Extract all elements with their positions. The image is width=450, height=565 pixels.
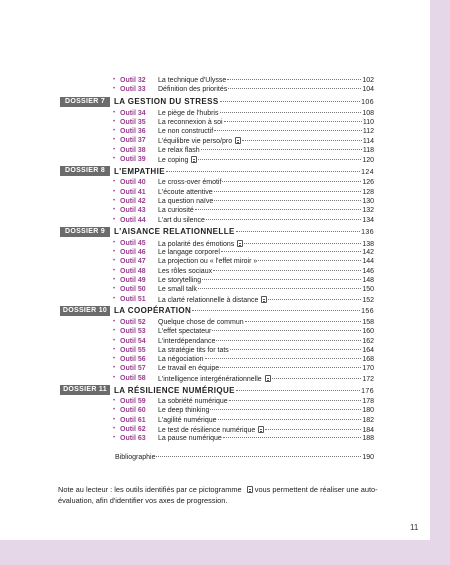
toc-entry[interactable] <box>60 216 374 225</box>
tool-title-row <box>158 216 374 225</box>
dot-leader <box>223 437 361 438</box>
tool-number: Outil 32 <box>120 77 146 84</box>
dossier-heading[interactable] <box>60 97 374 107</box>
bullet-icon: • <box>113 249 116 256</box>
tool-page: 120 <box>362 157 374 165</box>
tool-page: 180 <box>362 407 374 415</box>
dossier-title: L'AISANCE RELATIONNELLE <box>114 227 235 237</box>
self-assessment-icon <box>258 426 264 433</box>
tool-page: 162 <box>362 337 374 345</box>
tool-title-row <box>158 248 374 257</box>
dossier-page: 136 <box>361 229 374 237</box>
bullet-icon: • <box>113 77 116 83</box>
tool-page: 144 <box>362 258 374 266</box>
toc-entry[interactable] <box>60 337 374 346</box>
tool-page: 126 <box>362 179 374 187</box>
dot-leader <box>245 321 362 322</box>
toc-entry[interactable] <box>60 327 374 336</box>
tool-page: 182 <box>362 416 374 424</box>
bullet-icon: • <box>113 156 116 163</box>
tool-title: La reconnexion à soi <box>158 118 223 126</box>
tool-title: Le relax flash <box>158 146 200 154</box>
tool-number: Outil 48 <box>120 267 146 275</box>
dot-leader <box>220 112 362 113</box>
bullet-icon: • <box>113 337 116 344</box>
tool-title: La pause numérique <box>158 435 222 443</box>
tool-page: 178 <box>362 398 374 406</box>
tool-title-row <box>158 155 374 165</box>
toc-entry[interactable] <box>60 188 374 197</box>
tool-title: La curiosité <box>158 207 194 215</box>
tool-title-row <box>158 127 374 136</box>
toc-entry[interactable] <box>60 197 374 206</box>
dossier-title-row <box>114 306 374 315</box>
tool-title: Le travail en équipe <box>158 365 220 373</box>
tool-number: Outil 43 <box>120 207 146 215</box>
dossier-title: LA GESTION DU STRESS <box>114 97 219 107</box>
tool-title: Le coping <box>158 157 189 165</box>
dot-leader <box>268 299 361 300</box>
dossier-label: DOSSIER 11 <box>60 385 110 395</box>
tool-title: Le storytelling <box>158 277 202 285</box>
tool-page: 164 <box>362 346 374 354</box>
tool-number: Outil 46 <box>120 249 146 257</box>
toc-entry[interactable] <box>60 76 374 85</box>
bullet-icon: • <box>113 328 116 335</box>
bullet-icon: • <box>113 216 116 223</box>
tool-number: Outil 47 <box>120 258 146 266</box>
tool-number: Outil 58 <box>120 374 146 382</box>
tool-page: 132 <box>362 207 374 215</box>
tool-number: Outil 36 <box>120 128 146 136</box>
tool-page: 170 <box>362 365 374 373</box>
tool-title-row <box>158 257 374 266</box>
page-number: 11 <box>410 523 419 532</box>
bullet-icon: • <box>113 239 116 246</box>
tool-page: 114 <box>362 138 374 146</box>
tool-title: La négociation <box>158 356 204 364</box>
dot-leader <box>214 191 362 192</box>
tool-number: Outil 35 <box>120 118 146 126</box>
tool-number: Outil 53 <box>120 328 146 336</box>
tool-page: 146 <box>362 267 374 275</box>
toc-entry[interactable] <box>60 295 374 304</box>
dossier-heading[interactable] <box>60 227 374 237</box>
self-assessment-icon <box>261 296 267 303</box>
dossier-label: DOSSIER 7 <box>60 97 110 107</box>
dot-leader <box>272 378 362 379</box>
toc-entry[interactable] <box>60 155 374 164</box>
tool-title-row <box>158 85 374 94</box>
dossier-page: 124 <box>361 168 374 176</box>
dot-leader <box>195 209 362 210</box>
tool-title-row <box>158 346 374 355</box>
dot-leader <box>242 140 362 141</box>
tool-number: Outil 38 <box>120 146 146 154</box>
tool-title-row <box>158 267 374 276</box>
tool-page: 152 <box>362 296 374 304</box>
note-text-before: Note au lecteur : les outils identifiés par ce pictogramme <box>58 485 242 494</box>
tool-page: 172 <box>362 375 374 383</box>
tool-title-row <box>158 416 374 425</box>
note-text-after: vous permettent de réaliser une auto-évaluation, afin d'identifier vos axes de progression. <box>58 485 378 505</box>
tool-title-row <box>158 318 374 327</box>
bullet-icon: • <box>113 407 116 414</box>
dot-leader <box>198 288 361 289</box>
dot-leader <box>202 279 361 280</box>
toc-entry[interactable] <box>60 416 374 425</box>
dossier-page: 156 <box>361 308 374 316</box>
dossier-title: LA RÉSILIENCE NUMÉRIQUE <box>114 385 235 395</box>
tool-title: L'interdépendance <box>158 337 216 345</box>
tool-title: L'effet spectateur <box>158 328 212 336</box>
dot-leader <box>218 419 362 420</box>
dot-leader <box>210 409 361 410</box>
dot-leader <box>192 310 360 311</box>
bullet-icon: • <box>113 286 116 293</box>
tool-title: La technique d'Ulysse <box>158 77 227 84</box>
tool-title: La clarté relationnelle à distance <box>158 296 259 304</box>
tool-title-row <box>158 397 374 406</box>
tool-title: La sobriété numérique <box>158 398 228 406</box>
dossier-label: DOSSIER 8 <box>60 166 110 176</box>
tool-number: Outil 45 <box>120 239 146 247</box>
tool-page: 134 <box>362 216 374 224</box>
toc-entry[interactable] <box>60 239 374 248</box>
bullet-icon: • <box>113 258 116 265</box>
bullet-icon: • <box>113 188 116 195</box>
dossier-title: LA COOPÉRATION <box>114 306 192 316</box>
dot-leader <box>265 429 361 430</box>
toc-entry[interactable] <box>60 425 374 434</box>
tool-page: 110 <box>362 118 374 126</box>
dot-leader <box>214 200 361 201</box>
tool-title-row <box>158 146 374 155</box>
dot-leader <box>216 340 361 341</box>
tool-title-row <box>158 355 374 364</box>
toc-entry[interactable] <box>60 406 374 415</box>
tool-number: Outil 55 <box>120 346 146 354</box>
tool-number: Outil 49 <box>120 277 146 285</box>
tool-number: Outil 42 <box>120 197 146 205</box>
dot-leader <box>166 171 360 172</box>
bibliography-title: Bibliographie <box>115 454 156 461</box>
tool-title-row <box>158 178 374 187</box>
tool-title-row <box>158 206 374 215</box>
tool-page: 188 <box>362 435 374 443</box>
dot-leader <box>236 390 360 391</box>
tool-title-row <box>158 327 374 336</box>
dossier-title-row <box>114 167 374 176</box>
self-assessment-icon <box>247 486 253 493</box>
self-assessment-icon <box>265 375 271 382</box>
dot-leader <box>220 101 361 102</box>
tool-number: Outil 33 <box>120 86 146 94</box>
toc-entry[interactable] <box>60 276 374 285</box>
bibliography-page: 190 <box>362 454 374 461</box>
bullet-icon: • <box>113 416 116 423</box>
tool-title-row <box>158 276 374 285</box>
table-of-contents <box>60 76 374 444</box>
bullet-icon: • <box>113 118 116 125</box>
bullet-icon: • <box>113 197 116 204</box>
toc-entry[interactable] <box>60 85 374 94</box>
dot-leader <box>236 231 360 232</box>
toc-entry[interactable] <box>60 267 374 276</box>
tool-title: La question naïve <box>158 197 214 205</box>
tool-number: Outil 39 <box>120 156 146 164</box>
dot-leader <box>201 149 362 150</box>
toc-entry[interactable] <box>60 146 374 155</box>
bullet-icon: • <box>113 425 116 432</box>
toc-entry[interactable] <box>60 206 374 215</box>
tool-number: Outil 51 <box>120 295 146 303</box>
dot-leader <box>224 121 362 122</box>
tool-title: Les rôles sociaux <box>158 267 213 275</box>
bullet-icon: • <box>113 318 116 325</box>
tool-title: L'agilité numérique <box>158 416 217 424</box>
dossier-title-row <box>114 227 374 236</box>
dot-leader <box>228 88 361 89</box>
bullet-icon: • <box>113 267 116 274</box>
tool-page: 160 <box>362 328 374 336</box>
dot-leader <box>156 456 361 457</box>
bullet-icon: • <box>113 295 116 302</box>
tool-title-row <box>158 295 374 305</box>
toc-entry[interactable] <box>60 355 374 364</box>
toc-entry[interactable] <box>60 136 374 145</box>
tool-number: Outil 50 <box>120 286 146 294</box>
dot-leader <box>213 270 361 271</box>
tool-title: L'écoute attentive <box>158 188 213 196</box>
tool-page: 142 <box>362 249 374 257</box>
tool-title: Définition des priorités <box>158 86 228 94</box>
tool-number: Outil 44 <box>120 216 146 224</box>
bullet-icon: • <box>113 109 116 116</box>
tool-title-row <box>158 374 374 384</box>
tool-title-row <box>158 188 374 197</box>
tool-number: Outil 37 <box>120 137 146 145</box>
tool-title: Le cross-over émotif <box>158 179 222 187</box>
tool-number: Outil 61 <box>120 416 146 424</box>
tool-number: Outil 54 <box>120 337 146 345</box>
toc-entry[interactable] <box>60 127 374 136</box>
tool-title: La polarité des émotions <box>158 240 235 248</box>
toc-entry[interactable] <box>60 178 374 187</box>
tool-title-row <box>158 364 374 373</box>
reader-note <box>58 484 378 506</box>
tool-page: 118 <box>362 146 374 154</box>
tool-title: Le non constructif <box>158 128 214 136</box>
dot-leader <box>229 400 362 401</box>
dossier-heading[interactable] <box>60 385 374 395</box>
tool-title: Le piège de l'hubris <box>158 109 219 117</box>
dot-leader <box>198 159 361 160</box>
tool-title-row <box>158 197 374 206</box>
bibliography-entry[interactable] <box>115 454 374 461</box>
toc-entry[interactable] <box>60 318 374 327</box>
tool-title: La stratégie tits for tats <box>158 346 229 354</box>
dot-leader <box>222 181 361 182</box>
dot-leader <box>230 349 362 350</box>
dossier-title-row <box>114 386 374 395</box>
tool-title-row <box>158 406 374 415</box>
toc-entry[interactable] <box>60 257 374 266</box>
bullet-icon: • <box>113 207 116 214</box>
dossier-heading[interactable] <box>60 306 374 316</box>
bullet-icon: • <box>113 346 116 353</box>
tool-page: 150 <box>362 286 374 294</box>
bullet-icon: • <box>113 356 116 363</box>
tool-number: Outil 57 <box>120 365 146 373</box>
tool-title: Le small talk <box>158 286 197 294</box>
tool-title: Le langage corporel <box>158 249 220 257</box>
tool-page: 128 <box>362 188 374 196</box>
self-assessment-icon <box>235 137 241 144</box>
tool-page: 112 <box>362 128 374 136</box>
dot-leader <box>221 251 361 252</box>
self-assessment-icon <box>237 240 243 247</box>
dot-leader <box>214 130 362 131</box>
tool-page: 168 <box>362 356 374 364</box>
bullet-icon: • <box>113 277 116 284</box>
toc-entry[interactable] <box>60 346 374 355</box>
dot-leader <box>206 219 361 220</box>
bullet-icon: • <box>113 435 116 442</box>
toc-entry[interactable] <box>60 118 374 127</box>
tool-title: L'équilibre vie perso/pro <box>158 138 233 146</box>
tool-number: Outil 60 <box>120 407 146 415</box>
bullet-icon: • <box>113 179 116 186</box>
tool-title: L'art du silence <box>158 216 205 224</box>
tool-title: La projection ou « l'effet miroir » <box>158 258 258 266</box>
bullet-icon: • <box>113 86 116 93</box>
tool-number: Outil 59 <box>120 398 146 406</box>
tool-number: Outil 56 <box>120 356 146 364</box>
tool-title-row <box>158 76 374 85</box>
toc-entry[interactable] <box>60 397 374 406</box>
dot-leader <box>258 260 361 261</box>
bullet-icon: • <box>113 374 116 381</box>
toc-entry[interactable] <box>60 285 374 294</box>
bullet-icon: • <box>113 146 116 153</box>
tool-page: 102 <box>362 77 374 84</box>
self-assessment-icon <box>191 156 197 163</box>
tool-title-row <box>158 434 374 443</box>
dossier-page: 176 <box>361 387 374 395</box>
tool-page: 158 <box>362 318 374 326</box>
decorative-band-right <box>430 0 450 565</box>
tool-page: 148 <box>362 277 374 285</box>
tool-title-row <box>158 285 374 294</box>
dossier-title: L'EMPATHIE <box>114 166 165 176</box>
tool-number: Outil 41 <box>120 188 146 196</box>
tool-number: Outil 63 <box>120 435 146 443</box>
dot-leader <box>205 358 362 359</box>
dossier-label: DOSSIER 9 <box>60 227 110 237</box>
tool-title: Le deep thinking <box>158 407 210 415</box>
dot-leader <box>212 330 361 331</box>
bullet-icon: • <box>113 365 116 372</box>
dossier-title-row <box>114 97 374 106</box>
tool-title: L'intelligence intergénérationnelle <box>158 375 262 383</box>
dossier-page: 106 <box>361 99 374 107</box>
tool-page: 184 <box>362 426 374 434</box>
tool-page: 130 <box>362 197 374 205</box>
bullet-icon: • <box>113 398 116 405</box>
tool-page: 138 <box>362 240 374 248</box>
dot-leader <box>220 367 361 368</box>
tool-page: 108 <box>362 109 374 117</box>
tool-number: Outil 52 <box>120 318 146 326</box>
tool-title: Le test de résilience numérique <box>158 426 256 434</box>
toc-entry[interactable] <box>60 109 374 118</box>
tool-title: Quelque chose de commun <box>158 318 244 326</box>
tool-title-row <box>158 337 374 346</box>
tool-number: Outil 62 <box>120 425 146 433</box>
dossier-label: DOSSIER 10 <box>60 306 110 316</box>
tool-title-row <box>158 118 374 127</box>
toc-entry[interactable] <box>60 434 374 443</box>
dossier-heading[interactable] <box>60 166 374 176</box>
bullet-icon: • <box>113 137 116 144</box>
toc-entry[interactable] <box>60 364 374 373</box>
toc-entry[interactable] <box>60 248 374 257</box>
toc-entry[interactable] <box>60 374 374 383</box>
tool-number: Outil 40 <box>120 179 146 187</box>
bullet-icon: • <box>113 128 116 135</box>
tool-title-row <box>158 109 374 118</box>
decorative-band-bottom <box>0 540 450 565</box>
tool-number: Outil 34 <box>120 109 146 117</box>
tool-page: 104 <box>362 86 374 94</box>
dot-leader <box>244 243 361 244</box>
dot-leader <box>227 79 361 80</box>
